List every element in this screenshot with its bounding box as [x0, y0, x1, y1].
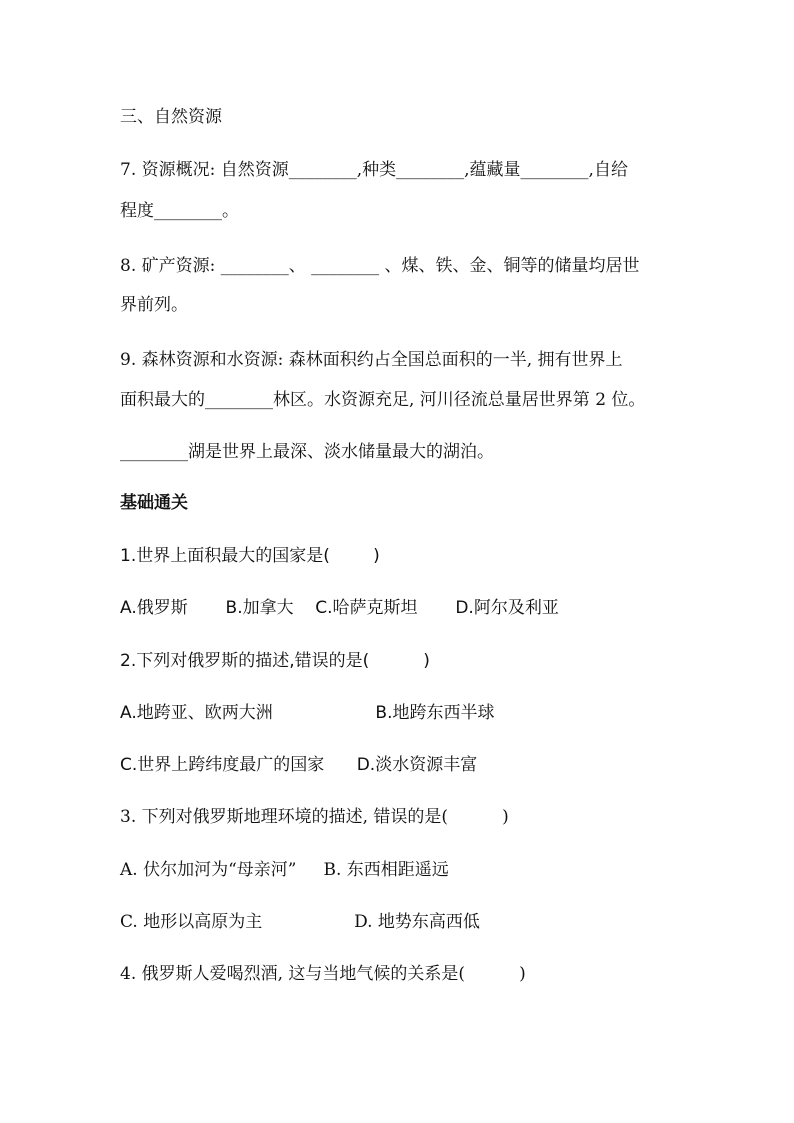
item9-line3: ________湖是世界上最深、淡水储量最大的湖泊。 — [120, 442, 494, 462]
question2-options-row1: A.地跨亚、欧两大洲 B.地跨东西半球 — [120, 703, 495, 723]
section-heading-natural-resources: 三、自然资源 — [120, 107, 222, 127]
item8-line2: 界前列。 — [120, 295, 188, 315]
section-heading-practice: 基础通关 — [120, 493, 188, 513]
question3-stem: 3. 下列对俄罗斯地理环境的描述, 错误的是( ) — [120, 807, 509, 827]
question3-options-row2: C. 地形以高原为主 D. 地势东高西低 — [120, 912, 480, 932]
question1-options: A.俄罗斯 B.加拿大 C.哈萨克斯坦 D.阿尔及利亚 — [120, 598, 559, 618]
item9-line2: 面积最大的________林区。水资源充足, 河川径流总量居世界第 2 位。 — [120, 390, 646, 410]
question4-stem: 4. 俄罗斯人爱喝烈酒, 这与当地气候的关系是( ) — [120, 964, 526, 984]
item9-line1: 9. 森林资源和水资源: 森林面积约占全国总面积的一半, 拥有世界上 — [120, 350, 623, 370]
question3-options-row1: A. 伏尔加河为“母亲河” B. 东西相距遥远 — [120, 860, 449, 880]
item7-line1: 7. 资源概况: 自然资源________,种类________,蕴藏量________,自给 — [120, 160, 628, 180]
item8-line1: 8. 矿产资源: ________、 ________ 、煤、铁、金、铜等的储量均居世 — [120, 256, 640, 276]
question2-options-row2: C.世界上跨纬度最广的国家 D.淡水资源丰富 — [120, 755, 478, 775]
question2-stem: 2.下列对俄罗斯的描述,错误的是( ) — [120, 651, 430, 671]
item7-line2: 程度________。 — [120, 201, 239, 221]
question1-stem: 1.世界上面积最大的国家是( ) — [120, 546, 380, 566]
